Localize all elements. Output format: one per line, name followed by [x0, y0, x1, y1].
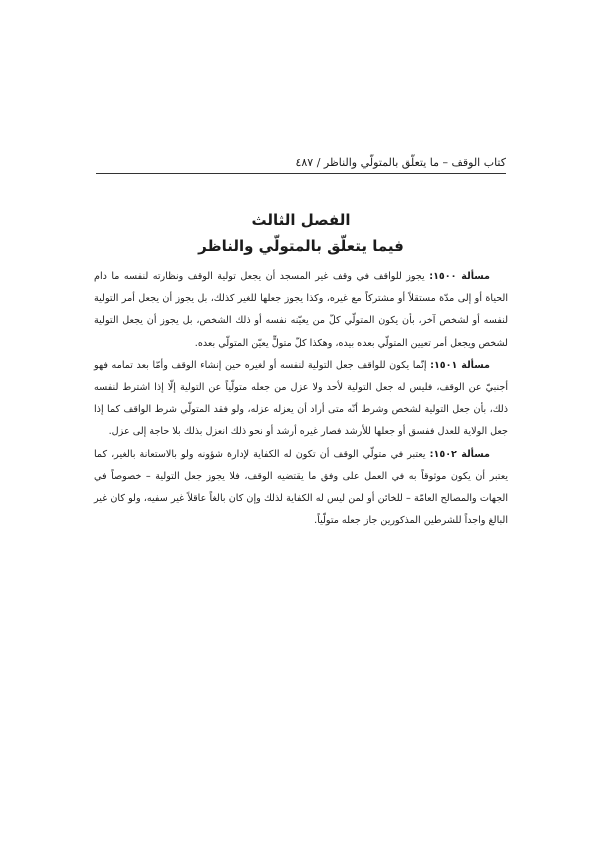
chapter-heading — [96, 207, 506, 259]
issue-label: مسألة ١٥٠٢: — [429, 448, 490, 460]
paragraph-text: يعتبر في متولّي الوقف أن تكون له الكفاية لإدارة شؤونه ولو بالاستعانة بالغير، كما يعتبر أن يكون موثوقاً به في العمل على وفق ما يقتضيه الوقف، فلا يجوز جعل التولية – خصوصاً في الجهات والمصالح العامّة – للخائن أو لمن ليس له الكفاية لذلك وإن كان بالغاً عاقلاً غير سفيه، ولو كان غير البالغ واجداً للشرطين المذكورين جاز جعله متولّياً. — [94, 448, 508, 527]
running-header: كتاب الوقف – ما يتعلّق بالمتولّي والناظر / ٤٨٧ — [295, 156, 506, 169]
issue-label: مسألة ١٥٠٠: — [429, 271, 490, 282]
header-divider — [96, 173, 506, 174]
chapter-subtitle: فيما يتعلّق بالمتولّي والناظر — [198, 237, 404, 255]
paragraph-issue-1502 — [94, 444, 508, 533]
body-text — [94, 266, 508, 532]
paragraph-text: يجوز للواقف في وقف غير المسجد أن يجعل تولية الوقف ونظارته لنفسه ما دام الحياة أو إلى مدّة مستقلاً أو مشتركاً مع غيره، وكذا يجوز جعلها للغير كذلك، بل يجوز أن يجعل أمر التولية لنفسه أو لشخص آخر، بأن يكون المتولّي كلّ من يعيّنه نفسه أو ذلك الشخص، بل يجوز أن يجعل التولية لشخص ويجعل أمر تعيين المتولّي بعده بيده، وهكذا كلّ متولٍّ يعيّن المتولّي بعده. — [94, 271, 508, 349]
chapter-number-title: الفصل الثالث — [251, 211, 351, 229]
paragraph-text: إنّما يكون للواقف جعل التولية لنفسه أو لغيره حين إنشاء الوقف وأمّا بعد تمامه فهو أجنبيّ عن الوقف، فليس له جعل التولية لأحد ولا عزل من جعله متولّياً عن التولية إلّا إذا اشترط لنفسه ذلك، بأن جعل التولية لشخص وشرط أنّه متى أراد أن يعزله عزله، ولو فقد المتولّي شرط الواقف كما إذا جعل الولاية للعدل ففسق أو جعلها للأرشد فصار غيره أرشد أو نحو ذلك انعزل بذلك بلا حاجة إلى عزل. — [94, 359, 508, 438]
paragraph-issue-1501 — [94, 355, 508, 444]
issue-label: مسألة ١٥٠١: — [430, 359, 490, 371]
paragraph-issue-1500 — [94, 266, 508, 355]
